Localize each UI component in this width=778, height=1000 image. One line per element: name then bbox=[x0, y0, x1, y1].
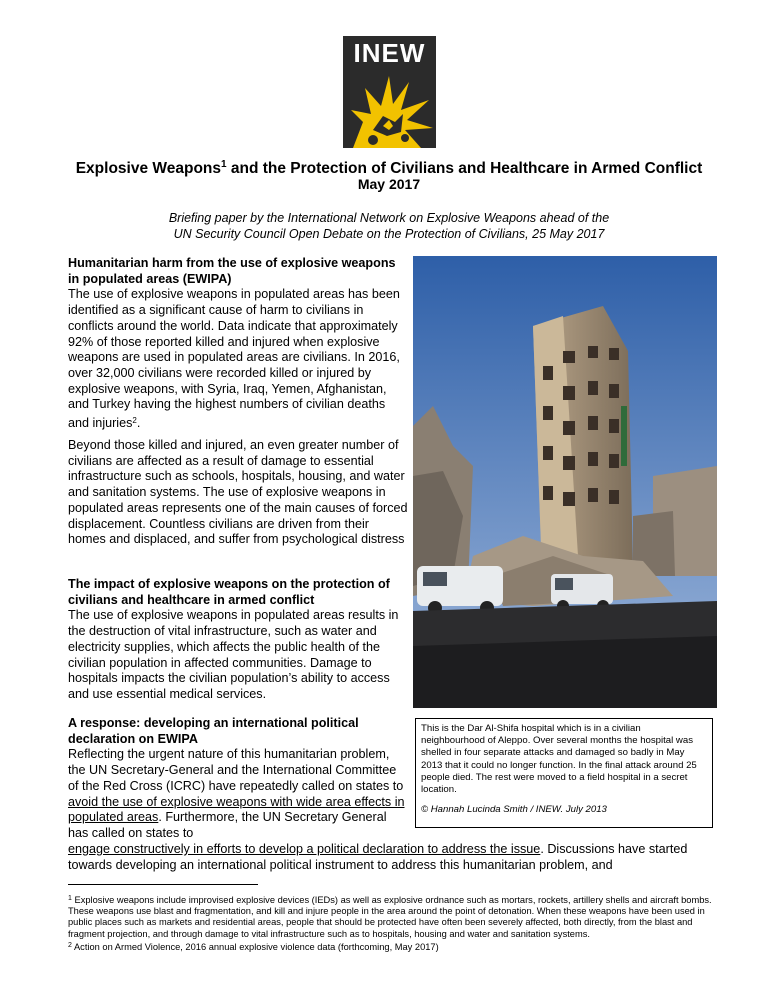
link-avoid-ewipa[interactable]: avoid the use of explosive weapons with wide area effects in populated areas bbox=[68, 794, 405, 825]
footnote-marker: 2 bbox=[68, 941, 72, 949]
photo-caption-box bbox=[415, 718, 713, 828]
paragraph-text: The use of explosive weapons in populated areas has been identified as a significant cause of harm to civilians in conflicts around the world. Data indicate that approximately 92% of those reported killed and injured when explosive weapons are used in populated areas are civilians. In 2016, over 32,000 civilians were recorded killed or injured by explosive weapons, with Syria, Iraq, Yemen, Afghanistan, and Turkey having the highest numbers of civilian deaths and injuries bbox=[68, 287, 400, 431]
footnote-2 bbox=[68, 940, 718, 953]
hospital-photo-image bbox=[413, 256, 717, 708]
footnotes bbox=[68, 893, 718, 953]
footnote-text: Action on Armed Violence, 2016 annual explosive violence data (forthcoming, May 2017) bbox=[71, 941, 439, 952]
paragraph-text: . Furthermore, the UN Secretary General has called on states to bbox=[68, 810, 387, 840]
logo-text: INEW bbox=[353, 38, 426, 68]
paragraph bbox=[68, 287, 408, 431]
section-response bbox=[68, 716, 408, 842]
briefing-line-2: UN Security Council Open Debate on the Protection of Civilians, 25 May 2017 bbox=[173, 227, 605, 241]
section-response-cont bbox=[68, 842, 718, 873]
document-date: May 2017 bbox=[357, 176, 421, 192]
paragraph: Beyond those killed and injured, an even greater number of civilians are affected as a result of damage to essential infrastructure such as schools, hospitals, housing, and water and sanitation systems. The use of explosive weapons in populated areas represents one of the main causes of forced displacement. Countless civilians are driven from their homes and displaced, and suffer from psychological distress bbox=[68, 438, 408, 547]
footnote-ref-2: 2 bbox=[132, 416, 137, 426]
document-title bbox=[0, 156, 778, 178]
paragraph-end: . bbox=[136, 416, 141, 431]
section-humanitarian-harm-cont bbox=[68, 438, 408, 548]
section-impact bbox=[68, 577, 408, 703]
section-heading: Humanitarian harm from the use of explosive weapons in populated areas (EWIPA) bbox=[68, 256, 396, 286]
section-heading: The impact of explosive weapons on the protection of civilians and healthcare in armed conflict bbox=[68, 577, 390, 607]
explosion-icon bbox=[343, 70, 436, 148]
footnote-divider bbox=[68, 884, 258, 885]
hospital-photo bbox=[413, 256, 717, 708]
paragraph bbox=[68, 747, 408, 841]
paragraph: The use of explosive weapons in populated areas results in the destruction of vital infrastructure, such as water and electricity supplies, which affects the public health of the civilian population in affected communities. Damage to hospitals impacts the civilian population’s ability to access and use essential medical services. bbox=[68, 608, 399, 701]
briefing-line-1: Briefing paper by the International Network on Explosive Weapons ahead of the bbox=[168, 211, 610, 225]
footnote-ref-1: 1 bbox=[221, 159, 227, 170]
section-humanitarian-harm bbox=[68, 256, 408, 432]
footnote-marker: 1 bbox=[68, 895, 72, 902]
title-part1: Explosive Weapons bbox=[75, 160, 222, 177]
briefing-line bbox=[0, 210, 778, 242]
link-political-declaration[interactable]: engage constructively in efforts to develop a political declaration to address the issue bbox=[68, 842, 541, 856]
photo-credit: © Hannah Lucinda Smith / INEW. July 2013 bbox=[421, 804, 607, 816]
section-heading: A response: developing an international political declaration on EWIPA bbox=[68, 716, 359, 746]
paragraph-text: Reflecting the urgent nature of this humanitarian problem, the UN Secretary-General and the International Committee of the Red Cross (ICRC) have repeatedly called on states to bbox=[68, 747, 404, 793]
photo-caption: This is the Dar Al-Shifa hospital which is in a civilian neighbourhood of Aleppo. Over several months the hospital was shelled in four separate attacks and damaged so badly in May 2013 that it could no longer function. In the final attack around 25 people died. The rest were moved to a field hospital in a secret location. bbox=[421, 723, 697, 796]
title-part2: and the Protection of Civilians and Healthcare in Armed Conflict bbox=[226, 160, 703, 177]
footnote-1 bbox=[68, 893, 718, 940]
inew-logo bbox=[343, 36, 436, 148]
paragraph-text: . Discussions have started towards developing an international political instrument to address this humanitarian problem, and bbox=[68, 842, 688, 872]
footnote-text: Explosive weapons include improvised explosive devices (IEDs) as well as explosive ordnance such as mortars, rockets, artillery shells and aircraft bombs. These weapons use blast and fragmentation, and kill and injure people in the area around the point of detonation. When these weapons have been used in public places such as markets and residential areas, people that should be protected have often been severely affected, both directly, from the blast and fragment projection, and through damage to vital infrastructure such as to hospitals, housing and water and sanitation systems. bbox=[68, 895, 712, 939]
